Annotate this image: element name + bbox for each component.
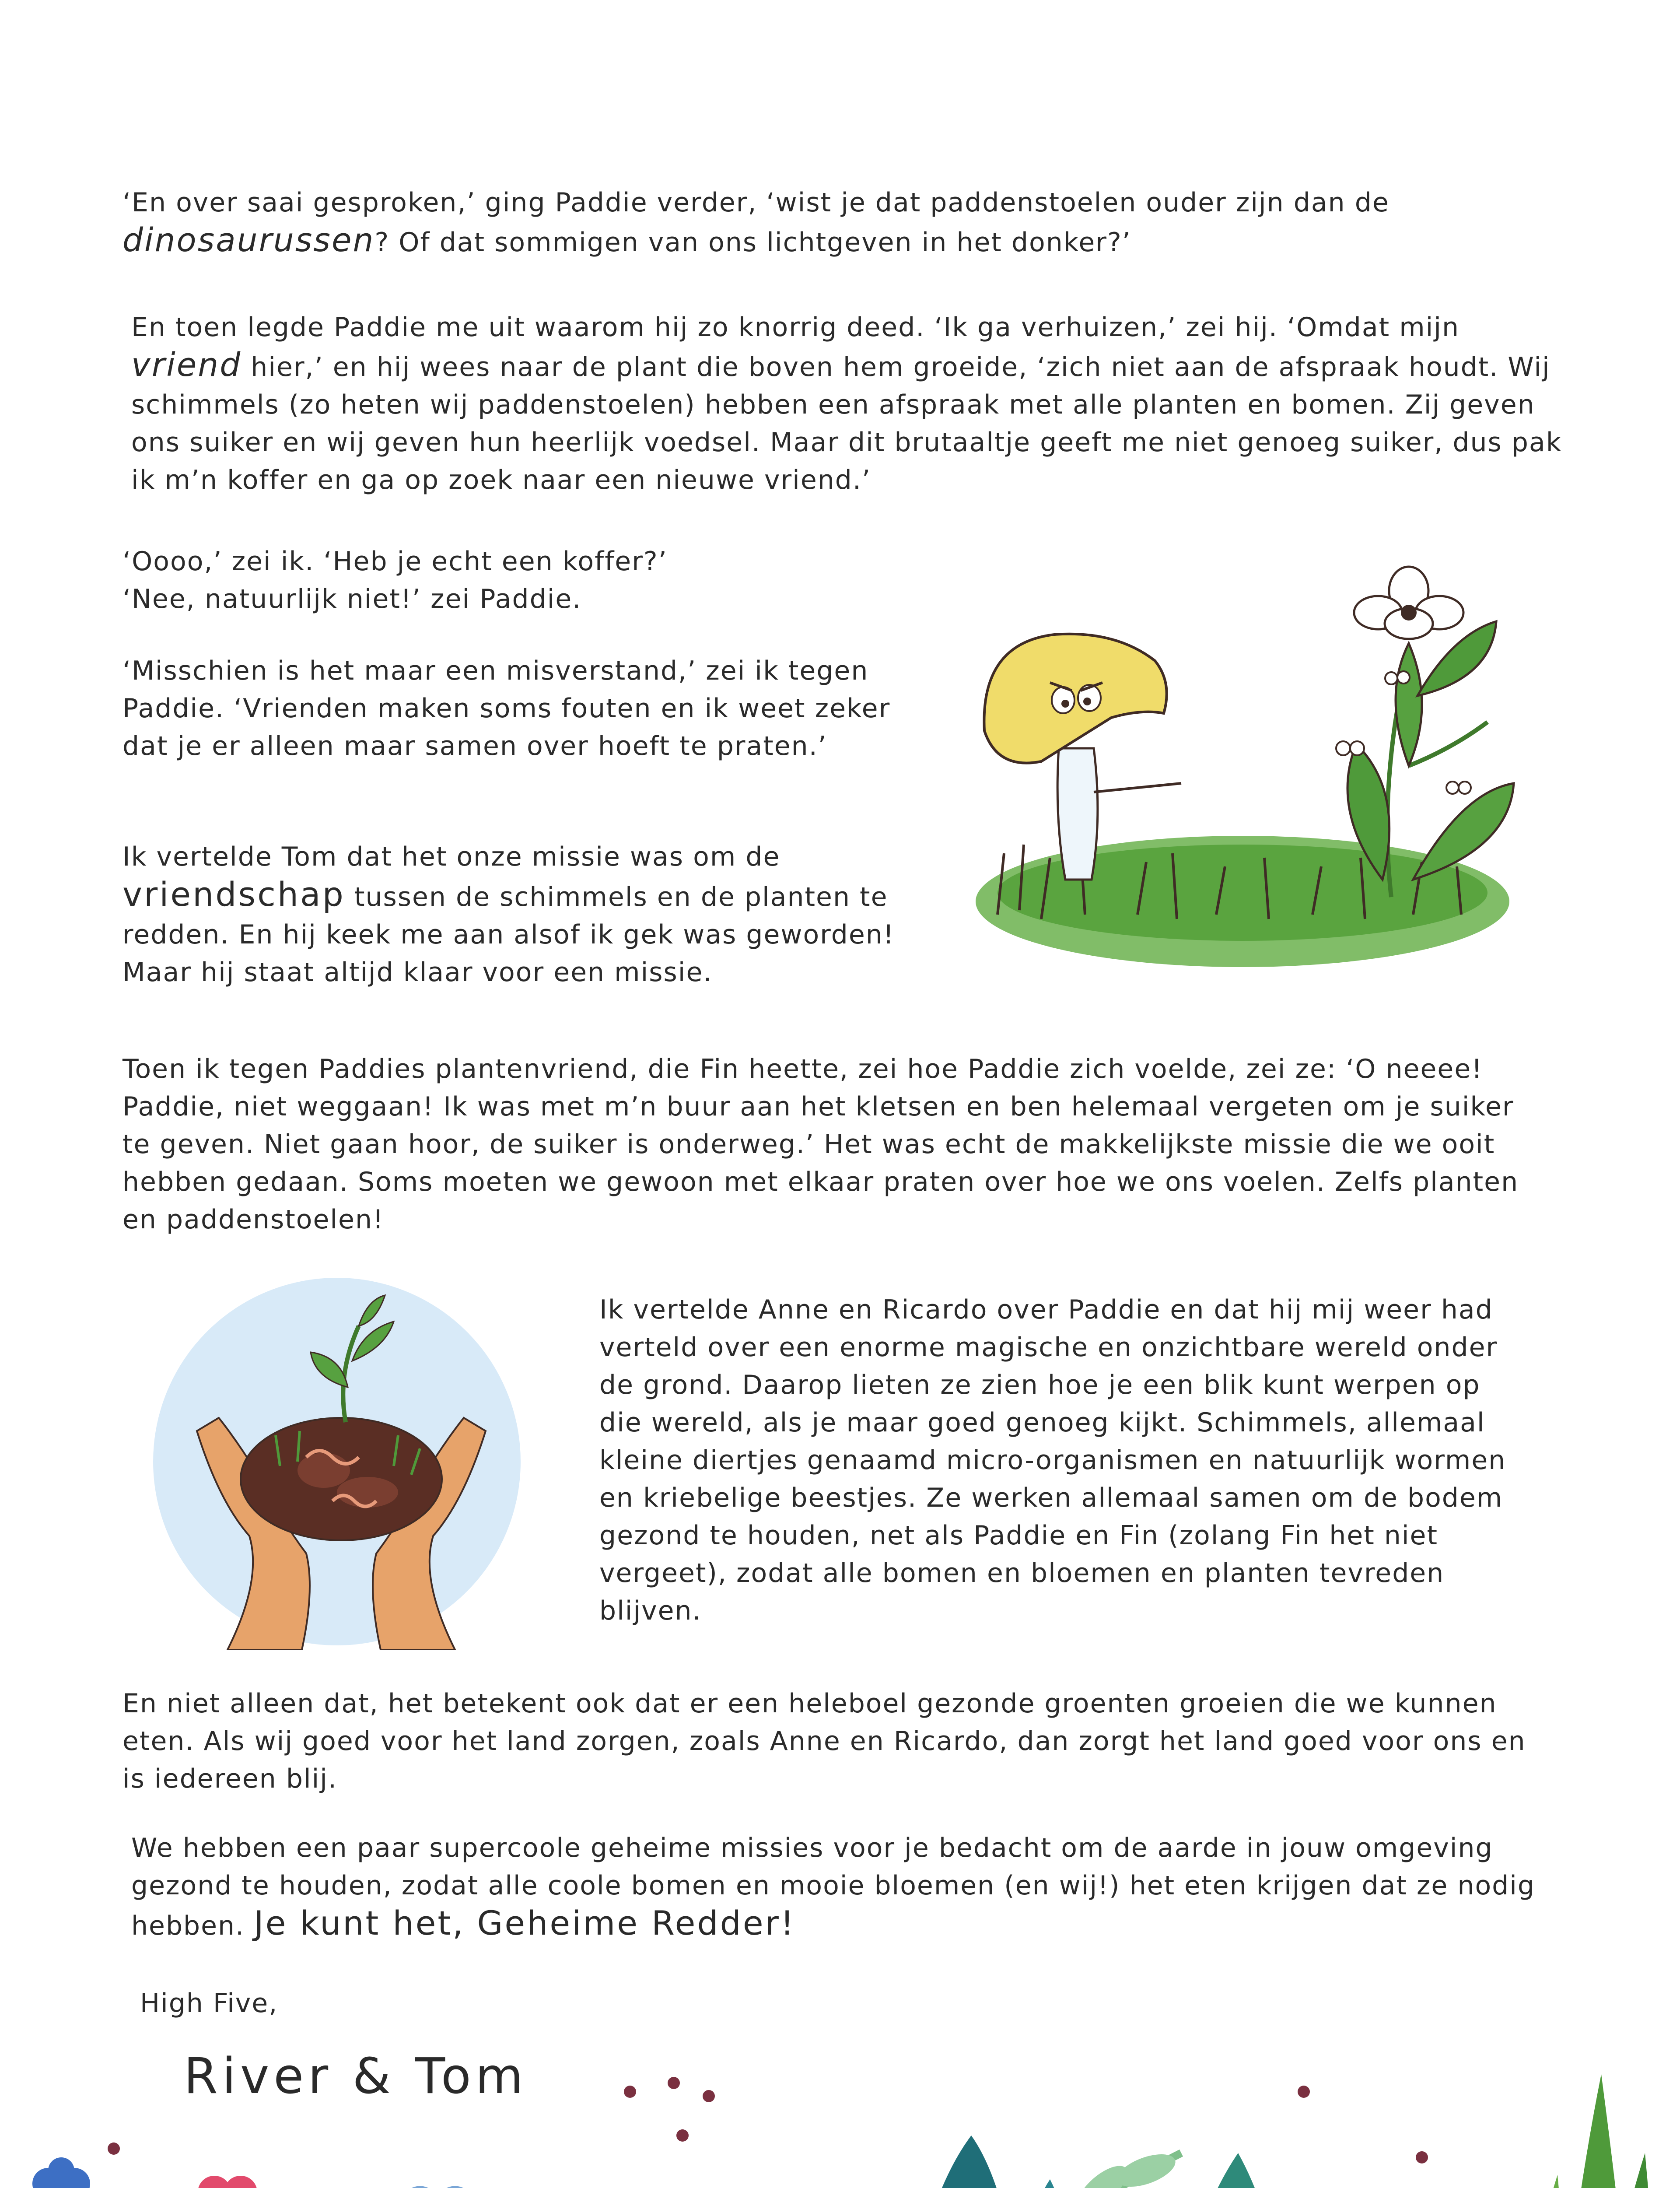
meadow-illustration <box>0 1987 1680 2188</box>
hands-soil-illustration <box>149 1273 525 1650</box>
emphasis-vriend: vriend <box>131 346 242 384</box>
paragraph-mission-text-1: Ik vertelde Tom dat het onze missie was om de <box>122 842 780 872</box>
paragraph-misunderstanding: ‘Misschien is het maar een misverstand,’ zei ik tegen Paddie. ‘Vrienden maken soms fouten en ik weet zeker dat je er alleen maar samen over hoeft te praten.’ <box>122 656 891 761</box>
emphasis-vriendschap: vriendschap <box>122 875 345 914</box>
emphasis-je-kunt-het: Je kunt het, Geheime Redder! <box>254 1904 796 1943</box>
mushroom-plant-illustration <box>971 565 1527 985</box>
paragraph-intro-text-2: ? Of dat sommigen van ons lichtgeven in het donker?’ <box>374 227 1131 258</box>
pointing-arm <box>1094 783 1181 792</box>
white-flower <box>1354 567 1463 639</box>
tall-grass-right <box>1558 2074 1636 2188</box>
dialogue-line-1: ‘Oooo,’ zei ik. ‘Heb je echt een koffer?’ <box>122 546 668 577</box>
signature: River & Tom <box>184 2048 528 2105</box>
paragraph-intro <box>122 184 1566 261</box>
paragraph-secret-missions-text: We hebben een paar supercoole geheime missies voor je bedacht om de aarde in jouw omgeving gezond te houden, zodat alle coole bomen en mooie bloemen (en wij!) het eten krijgen dat ze nodig hebben. <box>131 1833 1535 1941</box>
teal-hill <box>897 2135 1028 2188</box>
paragraph-mission <box>122 838 936 991</box>
paragraph-secret-missions <box>131 1829 1571 1945</box>
paragraph-moving-text-1: En toen legde Paddie me uit waarom hij zo knorrig deed. ‘Ik ga verhuizen,’ zei hij. ‘Omdat mijn <box>131 312 1460 343</box>
mushroom-cap <box>984 634 1166 763</box>
blue-flower-left <box>32 2157 90 2188</box>
pink-flower <box>198 2176 257 2188</box>
paragraph-moving <box>131 309 1571 499</box>
paragraph-intro-text-1: ‘En over saai gesproken,’ ging Paddie verder, ‘wist je dat paddenstoelen ouder zijn dan de <box>122 187 1390 218</box>
emphasis-dinosaurussen: dinosaurussen <box>122 221 375 259</box>
paragraph-fin: Toen ik tegen Paddies plantenvriend, die Fin heette, zei hoe Paddie zich voelde, zei ze: ‘O neeee! Paddie, niet weggaan! Ik was met m’n buur aan het kletsen en ben helemaal vergeten om je suiker te geven. Niet gaan hoor, de suiker is onderweg.’ Het was echt de makkelijkste missie die we ooit hebben gedaan. Soms moeten we gewoon met elkaar praten over hoe we ons voelen. Zelfs planten en paddenstoelen! <box>122 1054 1519 1235</box>
dialogue-line-2: ‘Nee, natuurlijk niet!’ zei Paddie. <box>122 584 582 614</box>
paragraph-vegetables: En niet alleen dat, het betekent ook dat er een heleboel gezonde groenten groeien die we kunnen eten. Als wij goed voor het land zorgen, zoals Anne en Ricardo, dan zorgt het land goed voor ons en is iedereen blij. <box>122 1688 1526 1794</box>
paragraph-moving-text-2: hier,’ en hij wees naar de plant die boven hem groeide, ‘zich niet aan de afspraak houdt. Wij schimmels (zo heten wij paddenstoelen) hebben een afspraak met alle planten en bomen. Zij geven ons suiker en wij geven hun heerlijk voedsel. Maar dit brutaaltje geeft me niet genoeg suiker, dus pak ik m’n koffer en ga op zoek naar een nieuwe vriend.’ <box>131 352 1562 495</box>
closing: High Five, <box>140 1988 278 2019</box>
mushroom-stem <box>1057 748 1098 880</box>
paragraph-underground-world: Ik vertelde Anne en Ricardo over Paddie en dat hij mij weer had verteld over een enorme magische en onzichtbare wereld onder de grond. Daarop lieten ze zien hoe je een blik kunt werpen op die wereld, als je maar goed genoeg kijkt. Schimmels, allemaal kleine diertjes genaamd micro-organismen en natuurlijk wormen en kriebelige beestjes. Ze werken allemaal samen om de bodem gezond te houden, net als Paddie en Fin (zolang Fin het niet vergeet), zodat alle bomen en bloemen en planten tevreden blijven. <box>599 1294 1506 1626</box>
paragraph-mission-text-2: tussen de schimmels en de planten te redden. En hij keek me aan alsof ik gek was geworden! Maar hij staat altijd klaar voor een missie. <box>122 882 895 988</box>
